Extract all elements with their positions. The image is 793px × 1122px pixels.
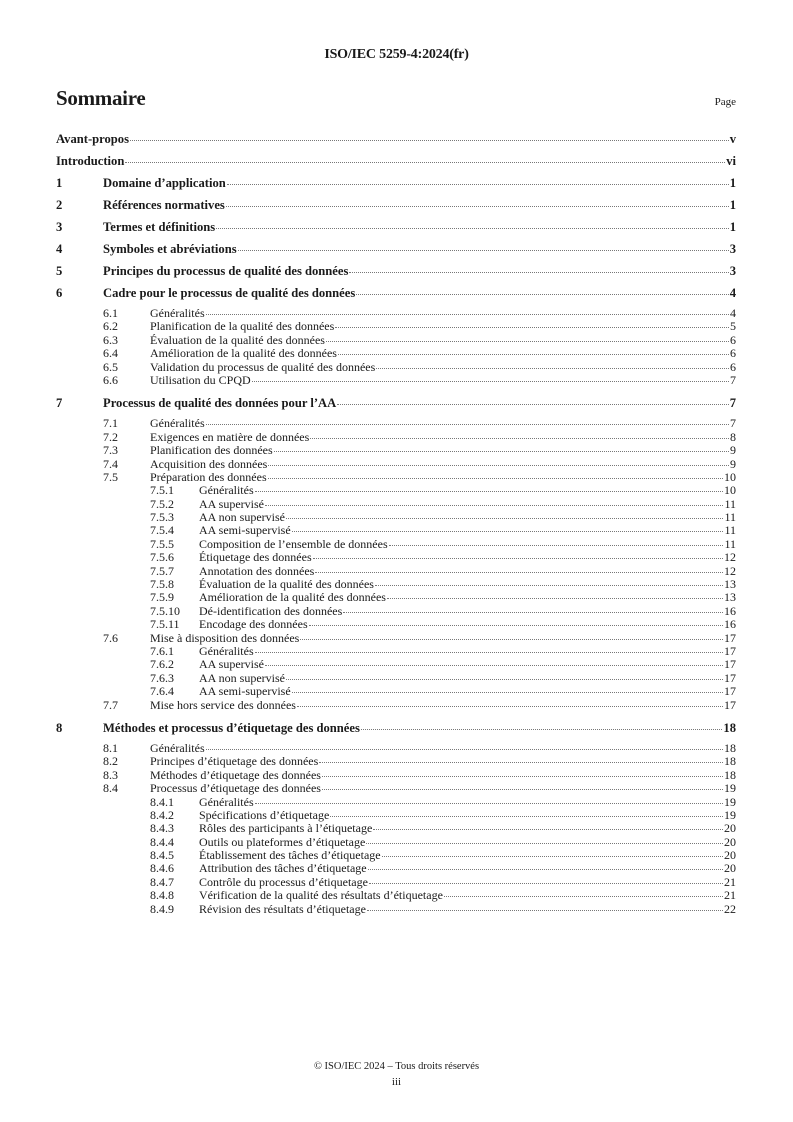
- toc-entry[interactable]: [56, 511, 736, 524]
- toc-entry-number: 8.4.6: [150, 861, 174, 876]
- toc-entry-label[interactable]: Principes du processus de qualité des données: [103, 264, 349, 278]
- toc-entry-page[interactable]: 7: [730, 372, 736, 387]
- toc-entry-number: 8.4.7: [150, 874, 174, 889]
- toc-entry[interactable]: [56, 699, 736, 712]
- toc-entry-number: 7.4: [103, 456, 118, 471]
- toc-entry-label[interactable]: Attribution des tâches d’étiquetage: [199, 861, 367, 876]
- toc-entry-page[interactable]: 13: [724, 590, 736, 605]
- toc-entry[interactable]: [56, 197, 736, 219]
- toc-entry[interactable]: [56, 334, 736, 347]
- dot-leader: [335, 327, 729, 328]
- toc-entry-label[interactable]: Évaluation de la qualité des données: [199, 577, 374, 592]
- toc-entry[interactable]: [56, 498, 736, 511]
- toc-entry-page[interactable]: v: [729, 132, 736, 146]
- toc-entry-page[interactable]: 20: [724, 848, 736, 863]
- toc-entry-page[interactable]: 7: [729, 396, 736, 411]
- toc-entry[interactable]: [56, 131, 736, 153]
- toc-entry-label[interactable]: Termes et définitions: [103, 220, 216, 234]
- dot-leader: [368, 869, 723, 870]
- dot-leader: [389, 545, 724, 546]
- toc-entry-label[interactable]: AA supervisé: [199, 657, 264, 672]
- toc-entry[interactable]: [56, 782, 736, 795]
- toc-entry-number: 7.2: [103, 429, 118, 444]
- page-column-label: Page: [714, 96, 736, 108]
- toc-entry-page[interactable]: 21: [724, 874, 736, 889]
- dot-leader: [286, 518, 723, 519]
- toc-entry-label[interactable]: Établissement des tâches d’étiquetage: [199, 848, 381, 863]
- dot-leader: [206, 749, 723, 750]
- dot-leader: [349, 272, 728, 273]
- toc-entry-label[interactable]: Composition de l’ensemble de données: [199, 536, 388, 551]
- toc-entry[interactable]: [56, 219, 736, 241]
- dot-leader: [309, 625, 723, 626]
- dot-leader: [268, 465, 729, 466]
- toc-entry-number: 6.1: [103, 306, 118, 320]
- toc-entry[interactable]: [56, 285, 736, 307]
- dot-leader: [265, 665, 723, 666]
- dot-leader: [338, 354, 729, 355]
- toc-entry-label[interactable]: Généralités: [150, 306, 205, 320]
- toc-entry-page[interactable]: 13: [724, 577, 736, 592]
- toc-entry-number: 7.5.1: [150, 483, 174, 498]
- toc-entry-label[interactable]: Planification des données: [150, 443, 273, 458]
- dot-leader: [387, 598, 723, 599]
- toc-entry[interactable]: [56, 374, 736, 387]
- dot-leader: [255, 652, 723, 653]
- toc-entry-number: 8.4.3: [150, 821, 174, 836]
- toc-entry-number: 6.3: [103, 332, 118, 347]
- toc-entry-page[interactable]: 20: [724, 834, 736, 849]
- toc-entry-page[interactable]: 16: [724, 617, 736, 632]
- toc-entry[interactable]: [56, 618, 736, 631]
- toc-entry-label[interactable]: Introduction: [56, 154, 125, 168]
- toc-entry-label[interactable]: AA non supervisé: [199, 510, 285, 525]
- toc-entry[interactable]: [56, 632, 736, 645]
- toc-entry-number: 7.5.7: [150, 563, 174, 578]
- toc-entry-page[interactable]: 12: [724, 550, 736, 565]
- dot-leader: [255, 803, 723, 804]
- toc-entry-number: 6.2: [103, 319, 118, 334]
- toc-entry-label[interactable]: Symboles et abréviations: [103, 242, 237, 256]
- toc-entry-page[interactable]: 17: [724, 684, 736, 699]
- toc-entry[interactable]: [56, 591, 736, 604]
- toc-entry-label[interactable]: Processus de qualité des données pour l’AA: [103, 396, 337, 411]
- toc-entry[interactable]: [56, 796, 736, 809]
- dot-leader: [367, 910, 723, 911]
- toc-entry-page[interactable]: 3: [729, 242, 736, 256]
- toc-entry[interactable]: [56, 605, 736, 618]
- toc-entry-page[interactable]: 17: [724, 643, 736, 658]
- toc-entry-number: 7.5.10: [150, 603, 180, 618]
- dot-leader: [315, 572, 723, 573]
- toc-entry-number: 8.2: [103, 754, 118, 769]
- dot-leader: [319, 762, 723, 763]
- toc-entry-label[interactable]: Préparation des données: [150, 469, 267, 484]
- toc-entry-number: 7.6.1: [150, 643, 174, 658]
- toc-entry-page[interactable]: 1: [729, 176, 736, 190]
- toc-entry-page[interactable]: 21: [724, 888, 736, 903]
- toc-entry-label[interactable]: AA semi-supervisé: [199, 684, 291, 699]
- toc-entry-page[interactable]: 11: [724, 496, 736, 511]
- toc-entry-number: 4: [56, 242, 63, 256]
- toc-entry-label[interactable]: Généralités: [199, 643, 254, 658]
- toc-entry[interactable]: [56, 307, 736, 320]
- toc-entry-label[interactable]: Rôles des participants à l’étiquetage: [199, 821, 373, 836]
- page-number: iii: [391, 1076, 402, 1088]
- dot-leader: [226, 206, 729, 207]
- toc-entry-label[interactable]: Encodage des données: [199, 617, 308, 632]
- toc-entry-label[interactable]: Planification de la qualité des données: [150, 319, 335, 334]
- toc-entry-label[interactable]: Acquisition des données: [150, 456, 268, 471]
- toc-entry-label[interactable]: Utilisation du CPQD: [150, 372, 251, 387]
- toc-entry-label[interactable]: Références normatives: [103, 198, 225, 212]
- toc-entry[interactable]: [56, 153, 736, 175]
- toc-entry-label[interactable]: Cadre pour le processus de qualité des données: [103, 286, 356, 300]
- toc-entry[interactable]: [56, 849, 736, 862]
- toc-entry-number: 7.6.3: [150, 670, 174, 685]
- toc-entry-page[interactable]: 10: [724, 483, 736, 498]
- toc-entry-page[interactable]: 6: [730, 346, 736, 361]
- toc-entry-number: 7.7: [103, 697, 118, 712]
- toc-entry-number: 7.5.3: [150, 510, 174, 525]
- toc-entry-label[interactable]: Mise hors service des données: [150, 697, 296, 712]
- toc-entry-page[interactable]: 19: [724, 794, 736, 809]
- dot-leader: [265, 505, 723, 506]
- dot-leader: [337, 404, 728, 405]
- toc-entry-label[interactable]: Généralités: [199, 794, 254, 809]
- toc-entry[interactable]: [56, 417, 736, 430]
- toc-entry[interactable]: [56, 755, 736, 768]
- toc-entry-page[interactable]: 11: [724, 536, 736, 551]
- toc-entry-label[interactable]: Généralités: [199, 483, 254, 498]
- dot-leader: [238, 250, 729, 251]
- toc-entry[interactable]: [56, 645, 736, 658]
- toc-entry[interactable]: [56, 742, 736, 755]
- toc-entry-number: 6.4: [103, 346, 118, 361]
- toc-entry-number: 8.4.2: [150, 807, 174, 822]
- toc-entry-page[interactable]: 20: [724, 821, 736, 836]
- toc-entry[interactable]: [56, 565, 736, 578]
- toc-entry-number: 7.5.2: [150, 496, 174, 511]
- copyright-footer: © ISO/IEC 2024 – Tous droits réservés: [313, 1061, 480, 1072]
- toc-entry[interactable]: [56, 431, 736, 444]
- dot-leader: [292, 692, 723, 693]
- toc-entry[interactable]: [56, 347, 736, 360]
- toc-entry-number: 8.4.8: [150, 888, 174, 903]
- toc-entry-number: 7.5.4: [150, 523, 174, 538]
- toc-entry-label[interactable]: Révision des résultats d’étiquetage: [199, 901, 366, 916]
- dot-leader: [310, 438, 729, 439]
- toc-entry-number: 7.5.6: [150, 550, 174, 565]
- toc-entry-label[interactable]: AA semi-supervisé: [199, 523, 291, 538]
- toc-entry-label[interactable]: Étiquetage des données: [199, 550, 312, 565]
- toc-entry[interactable]: [56, 524, 736, 537]
- toc-entry-label[interactable]: Amélioration de la qualité des données: [150, 346, 337, 361]
- toc-entry-page[interactable]: 3: [729, 264, 736, 278]
- toc-entry-page[interactable]: 19: [724, 781, 736, 796]
- toc-entry-label[interactable]: AA non supervisé: [199, 670, 285, 685]
- toc-entry-number: 8.4.5: [150, 848, 174, 863]
- toc-entry[interactable]: [56, 862, 736, 875]
- dot-leader: [255, 491, 723, 492]
- toc-entry-page[interactable]: 17: [724, 670, 736, 685]
- toc-entry[interactable]: [56, 720, 736, 742]
- table-of-contents: [56, 131, 736, 916]
- toc-entry-page[interactable]: 4: [730, 306, 736, 320]
- toc-entry-label[interactable]: Mise à disposition des données: [150, 630, 300, 645]
- toc-entry-page[interactable]: 17: [724, 657, 736, 672]
- toc-entry-label[interactable]: Généralités: [150, 740, 205, 755]
- toc-entry[interactable]: [56, 889, 736, 902]
- toc-entry-number: 7: [56, 396, 63, 411]
- dot-leader: [268, 478, 723, 479]
- dot-leader: [125, 162, 725, 163]
- toc-entry-page[interactable]: 11: [724, 510, 736, 525]
- toc-entry-page[interactable]: 6: [730, 359, 736, 374]
- dot-leader: [356, 294, 728, 295]
- toc-entry-number: 8.3: [103, 767, 118, 782]
- toc-entry-number: 6.6: [103, 372, 118, 387]
- document-id-header: ISO/IEC 5259-4:2024(fr): [324, 47, 469, 62]
- toc-entry-label[interactable]: Dé-identification des données: [199, 603, 343, 618]
- toc-entry[interactable]: [56, 578, 736, 591]
- toc-entry-page[interactable]: 20: [724, 861, 736, 876]
- toc-entry[interactable]: [56, 685, 736, 698]
- toc-entry[interactable]: [56, 444, 736, 457]
- toc-entry-number: 7.1: [103, 416, 118, 431]
- toc-entry-page[interactable]: 7: [730, 416, 736, 431]
- toc-entry-number: 8: [56, 720, 63, 735]
- dot-leader: [444, 896, 723, 897]
- toc-entry-label[interactable]: Outils ou plateformes d’étiquetage: [199, 834, 366, 849]
- dot-leader: [252, 381, 729, 382]
- toc-entry-number: 8.1: [103, 740, 118, 755]
- toc-entry-number: 7.6.2: [150, 657, 174, 672]
- dot-leader: [286, 679, 723, 680]
- dot-leader: [369, 883, 723, 884]
- toc-entry-number: 7.6.4: [150, 684, 174, 699]
- toc-entry[interactable]: [56, 809, 736, 822]
- toc-entry[interactable]: [56, 175, 736, 197]
- toc-title-row: [56, 86, 736, 111]
- dot-leader: [366, 843, 723, 844]
- toc-entry[interactable]: [56, 876, 736, 889]
- dot-leader: [330, 816, 723, 817]
- toc-entry-page[interactable]: 9: [730, 443, 736, 458]
- toc-entry-page[interactable]: vi: [726, 154, 736, 168]
- page-title: Sommaire: [56, 86, 146, 110]
- toc-entry-page[interactable]: 17: [724, 630, 736, 645]
- toc-entry-number: 7.6: [103, 630, 118, 645]
- dot-leader: [373, 829, 723, 830]
- toc-entry-page[interactable]: 5: [730, 319, 736, 334]
- dot-leader: [206, 314, 729, 315]
- dot-leader: [376, 368, 729, 369]
- toc-entry-label[interactable]: Généralités: [150, 416, 205, 431]
- toc-entry-page[interactable]: 10: [724, 469, 736, 484]
- toc-entry-label[interactable]: Méthodes d’étiquetage des données: [150, 767, 321, 782]
- toc-entry-label[interactable]: Principes d’étiquetage des données: [150, 754, 319, 769]
- toc-entry-number: 1: [56, 176, 63, 190]
- dot-leader: [382, 856, 723, 857]
- toc-entry-label[interactable]: AA supervisé: [199, 496, 264, 511]
- toc-entry[interactable]: [56, 836, 736, 849]
- toc-entry-number: 8.4.1: [150, 794, 174, 809]
- toc-entry[interactable]: [56, 538, 736, 551]
- toc-entry[interactable]: [56, 361, 736, 374]
- toc-entry[interactable]: [56, 395, 736, 417]
- toc-entry-number: 8.4: [103, 781, 118, 796]
- dot-leader: [322, 776, 723, 777]
- toc-entry-number: 7.5.5: [150, 536, 174, 551]
- toc-entry-label[interactable]: Processus d’étiquetage des données: [150, 781, 321, 796]
- toc-entry-number: 7.5.9: [150, 590, 174, 605]
- dot-leader: [343, 612, 723, 613]
- dot-leader: [227, 184, 729, 185]
- toc-entry-page[interactable]: 18: [724, 740, 736, 755]
- toc-entry-page[interactable]: 18: [724, 754, 736, 769]
- toc-entry[interactable]: [56, 903, 736, 916]
- toc-entry-number: 7.5: [103, 469, 118, 484]
- toc-entry[interactable]: [56, 458, 736, 471]
- toc-entry-label[interactable]: Méthodes et processus d’étiquetage des données: [103, 720, 360, 735]
- toc-entry-number: 6: [56, 286, 63, 300]
- toc-entry-number: 5: [56, 264, 63, 278]
- toc-entry[interactable]: [56, 551, 736, 564]
- toc-entry-page[interactable]: 6: [730, 332, 736, 347]
- toc-entry[interactable]: [56, 263, 736, 285]
- toc-entry-label[interactable]: Amélioration de la qualité des données: [199, 590, 386, 605]
- toc-entry[interactable]: [56, 822, 736, 835]
- toc-entry-page[interactable]: 18: [724, 767, 736, 782]
- dot-leader: [300, 639, 723, 640]
- toc-entry-number: 8.4.4: [150, 834, 174, 849]
- toc-entry-number: 7.5.11: [150, 617, 180, 632]
- toc-entry-page[interactable]: 17: [724, 697, 736, 712]
- toc-entry-page[interactable]: 12: [724, 563, 736, 578]
- dot-leader: [361, 729, 723, 730]
- dot-leader: [326, 341, 729, 342]
- toc-entry[interactable]: [56, 320, 736, 333]
- toc-entry[interactable]: [56, 484, 736, 497]
- dot-leader: [206, 424, 729, 425]
- toc-entry-label[interactable]: Évaluation de la qualité des données: [150, 332, 325, 347]
- toc-entry-label[interactable]: Avant-propos: [56, 132, 130, 146]
- toc-entry[interactable]: [56, 241, 736, 263]
- toc-entry-page[interactable]: 9: [730, 456, 736, 471]
- dot-leader: [130, 140, 729, 141]
- toc-entry-number: 8.4.9: [150, 901, 174, 916]
- toc-entry-label[interactable]: Annotation des données: [199, 563, 315, 578]
- dot-leader: [274, 451, 729, 452]
- toc-entry-page[interactable]: 1: [729, 198, 736, 212]
- dot-leader: [322, 789, 723, 790]
- toc-entry-number: 7.3: [103, 443, 118, 458]
- toc-entry-label[interactable]: Vérification de la qualité des résultats d’étiquetage: [199, 888, 443, 903]
- toc-entry-page[interactable]: 19: [724, 807, 736, 822]
- toc-entry-page[interactable]: 8: [730, 429, 736, 444]
- toc-entry-number: 2: [56, 198, 63, 212]
- toc-entry-page[interactable]: 11: [724, 523, 736, 538]
- toc-entry[interactable]: [56, 769, 736, 782]
- toc-entry-page[interactable]: 16: [724, 603, 736, 618]
- toc-entry-number: 3: [56, 220, 63, 234]
- toc-entry-label[interactable]: Domaine d’application: [103, 176, 226, 190]
- toc-entry-page[interactable]: 22: [724, 901, 736, 916]
- toc-entry-label[interactable]: Validation du processus de qualité des données: [150, 359, 376, 374]
- toc-entry-page[interactable]: 4: [729, 286, 736, 300]
- dot-leader: [375, 585, 723, 586]
- toc-entry[interactable]: [56, 658, 736, 671]
- toc-entry[interactable]: [56, 672, 736, 685]
- toc-entry[interactable]: [56, 471, 736, 484]
- dot-leader: [216, 228, 729, 229]
- toc-entry-number: 7.5.8: [150, 577, 174, 592]
- dot-leader: [313, 558, 723, 559]
- toc-entry-page[interactable]: 1: [729, 220, 736, 234]
- toc-entry-label[interactable]: Contrôle du processus d’étiquetage: [199, 874, 368, 889]
- dot-leader: [292, 531, 724, 532]
- toc-entry-page[interactable]: 18: [723, 720, 736, 735]
- dot-leader: [297, 706, 723, 707]
- toc-entry-label[interactable]: Spécifications d’étiquetage: [199, 807, 330, 822]
- toc-entry-label[interactable]: Exigences en matière de données: [150, 429, 310, 444]
- toc-entry-number: 6.5: [103, 359, 118, 374]
